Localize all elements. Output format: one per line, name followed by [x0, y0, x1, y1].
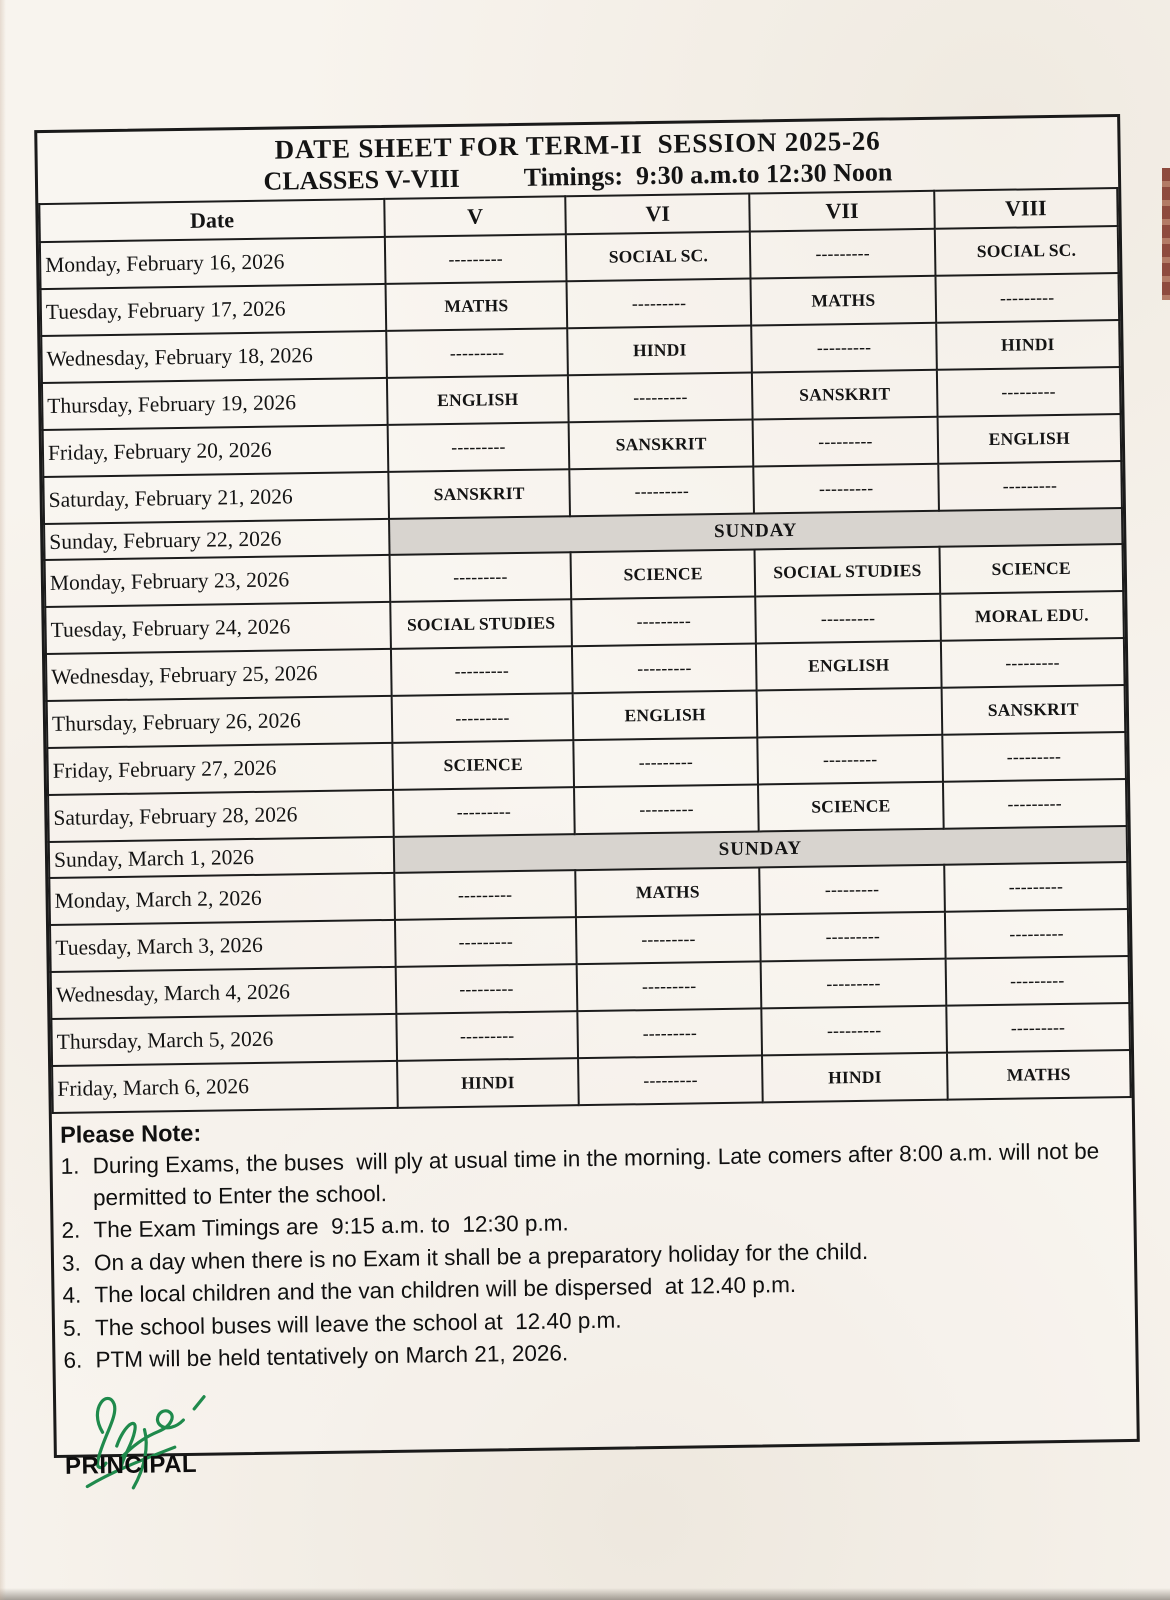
no-exam-cell: ---------	[396, 964, 578, 1014]
subject-cell: MATHS	[575, 867, 760, 917]
date-cell: Tuesday, February 24, 2026	[45, 602, 391, 654]
date-cell: Wednesday, February 25, 2026	[46, 649, 392, 701]
no-exam-cell: ---------	[577, 961, 762, 1011]
no-exam-cell: ---------	[576, 914, 761, 964]
date-cell: Friday, March 6, 2026	[52, 1061, 398, 1113]
date-cell: Sunday, February 22, 2026	[44, 519, 389, 560]
date-sheet-document	[34, 114, 1140, 1480]
date-cell: Tuesday, February 17, 2026	[41, 284, 387, 336]
no-exam-cell: ---------	[762, 1006, 947, 1056]
principal-label: PRINCIPAL	[64, 1450, 198, 1480]
subject-cell: SANSKRIT	[388, 469, 570, 519]
no-exam-cell: ---------	[945, 909, 1129, 959]
date-cell: Wednesday, March 4, 2026	[51, 967, 397, 1019]
no-exam-cell: ---------	[574, 784, 759, 834]
subject-cell: HINDI	[762, 1053, 947, 1103]
subject-cell: SCIENCE	[939, 544, 1123, 594]
column-header-date: Date	[39, 199, 384, 242]
date-cell: Sunday, March 1, 2026	[49, 837, 394, 878]
subject-cell: HINDI	[936, 320, 1120, 370]
subject-cell: HINDI	[567, 326, 752, 376]
subject-cell: SOCIAL SC.	[566, 232, 751, 282]
date-cell: Friday, February 27, 2026	[47, 743, 393, 795]
subject-cell: MATHS	[751, 276, 936, 326]
subject-cell: ENGLISH	[387, 375, 569, 425]
date-cell: Friday, February 20, 2026	[43, 425, 389, 477]
no-exam-cell: ---------	[946, 1003, 1130, 1053]
no-exam-cell: ---------	[938, 461, 1122, 511]
no-exam-cell: ---------	[567, 279, 752, 329]
no-exam-cell: ---------	[754, 464, 939, 514]
column-header-vii: VII	[750, 191, 935, 232]
sheet-header	[37, 117, 1118, 200]
date-cell: Monday, March 2, 2026	[49, 873, 395, 925]
column-header-viii: VIII	[934, 188, 1118, 229]
no-exam-cell: ---------	[750, 229, 935, 279]
no-exam-cell: ---------	[392, 693, 574, 743]
notes-list	[60, 1135, 1119, 1376]
signature-block	[64, 1374, 1138, 1500]
empty-cell	[757, 688, 942, 738]
no-exam-cell: ---------	[752, 323, 937, 373]
subject-cell: ENGLISH	[756, 641, 941, 691]
date-cell: Wednesday, February 18, 2026	[41, 331, 387, 383]
date-cell: Monday, February 16, 2026	[40, 237, 386, 289]
sunday-cell: SUNDAY	[394, 826, 1128, 873]
scan-bottom-shadow	[0, 1588, 1170, 1600]
subject-cell: MATHS	[385, 281, 567, 331]
sheet-title: DATE SHEET FOR TERM-II SESSION 2025-26	[274, 125, 881, 165]
no-exam-cell: ---------	[571, 596, 756, 646]
date-cell: Tuesday, March 3, 2026	[50, 920, 396, 972]
subject-cell: MATHS	[947, 1050, 1131, 1100]
note-number: 5.	[62, 1315, 82, 1341]
scan-edge-artifact	[1162, 168, 1170, 300]
sheet-classes-label: CLASSES V-VIII	[263, 163, 461, 196]
no-exam-cell: ---------	[393, 787, 575, 837]
subject-cell: SCIENCE	[571, 549, 756, 599]
note-text: The school buses will leave the school at 12.40 p.m.	[94, 1307, 622, 1340]
date-cell: Thursday, March 5, 2026	[51, 1014, 397, 1066]
subject-cell: SOCIAL SC.	[934, 226, 1118, 276]
no-exam-cell: ---------	[937, 367, 1121, 417]
date-cell: Saturday, February 21, 2026	[43, 472, 389, 524]
subject-cell: SANSKRIT	[569, 419, 754, 469]
column-header-v: V	[384, 196, 566, 237]
notes-heading: Please Note:	[59, 1119, 202, 1148]
subject-cell: SCIENCE	[758, 782, 943, 832]
no-exam-cell: ---------	[391, 646, 573, 696]
subject-cell: MORAL EDU.	[940, 591, 1124, 641]
note-number: 3.	[61, 1250, 81, 1276]
subject-cell: ENGLISH	[573, 690, 758, 740]
no-exam-cell: ---------	[945, 956, 1129, 1006]
no-exam-cell: ---------	[388, 422, 570, 472]
note-number: 1.	[60, 1153, 80, 1179]
no-exam-cell: ---------	[395, 917, 577, 967]
note-text: On a day when there is no Exam it shall be a preparatory holiday for the child.	[93, 1238, 869, 1275]
no-exam-cell: ---------	[569, 466, 754, 516]
no-exam-cell: ---------	[394, 870, 576, 920]
exam-timetable	[38, 187, 1131, 1114]
subject-cell: HINDI	[397, 1058, 579, 1108]
date-cell: Thursday, February 19, 2026	[42, 378, 388, 430]
subject-cell: SOCIAL STUDIES	[390, 599, 572, 649]
date-cell: Saturday, February 28, 2026	[48, 790, 394, 842]
no-exam-cell: ---------	[396, 1011, 578, 1061]
no-exam-cell: ---------	[756, 594, 941, 644]
note-text: PTM will be held tentatively on March 21, 2026.	[95, 1340, 569, 1373]
no-exam-cell: ---------	[385, 234, 567, 284]
no-exam-cell: ---------	[568, 373, 753, 423]
notes-section	[52, 1098, 1136, 1376]
no-exam-cell: ---------	[943, 779, 1127, 829]
sunday-cell: SUNDAY	[389, 508, 1123, 555]
no-exam-cell: ---------	[760, 865, 945, 915]
no-exam-cell: ---------	[758, 735, 943, 785]
no-exam-cell: ---------	[390, 552, 572, 602]
no-exam-cell: ---------	[577, 1008, 762, 1058]
column-header-vi: VI	[565, 194, 750, 235]
no-exam-cell: ---------	[761, 959, 946, 1009]
no-exam-cell: ---------	[386, 328, 568, 378]
no-exam-cell: ---------	[573, 737, 758, 787]
note-number: 6.	[63, 1347, 83, 1373]
subject-cell: SOCIAL STUDIES	[755, 547, 940, 597]
sheet-timings-label: Timings: 9:30 a.m.to 12:30 Noon	[523, 157, 893, 192]
date-cell: Thursday, February 26, 2026	[47, 696, 393, 748]
subject-cell: SANSKRIT	[941, 685, 1125, 735]
note-text: The local children and the van children will be dispersed at 12.40 p.m.	[94, 1271, 797, 1308]
no-exam-cell: ---------	[578, 1055, 763, 1105]
note-number: 2.	[61, 1217, 81, 1243]
no-exam-cell: ---------	[572, 643, 757, 693]
date-cell: Monday, February 23, 2026	[45, 555, 391, 607]
no-exam-cell: ---------	[753, 417, 938, 467]
note-number: 4.	[62, 1282, 82, 1308]
no-exam-cell: ---------	[941, 638, 1125, 688]
no-exam-cell: ---------	[935, 273, 1119, 323]
note-text: During Exams, the buses will ply at usual time in the morning. Late comers after 8:00 a.m. will not be permitted to Enter the school.	[92, 1138, 1106, 1210]
subject-cell: ENGLISH	[937, 414, 1121, 464]
no-exam-cell: ---------	[760, 912, 945, 962]
note-text: The Exam Timings are 9:15 a.m. to 12:30 p.m.	[93, 1210, 569, 1243]
no-exam-cell: ---------	[944, 862, 1128, 912]
scan-left-edge-tint	[0, 0, 6, 1600]
no-exam-cell: ---------	[942, 732, 1126, 782]
subject-cell: SCIENCE	[392, 740, 574, 790]
subject-cell: SANSKRIT	[752, 370, 937, 420]
